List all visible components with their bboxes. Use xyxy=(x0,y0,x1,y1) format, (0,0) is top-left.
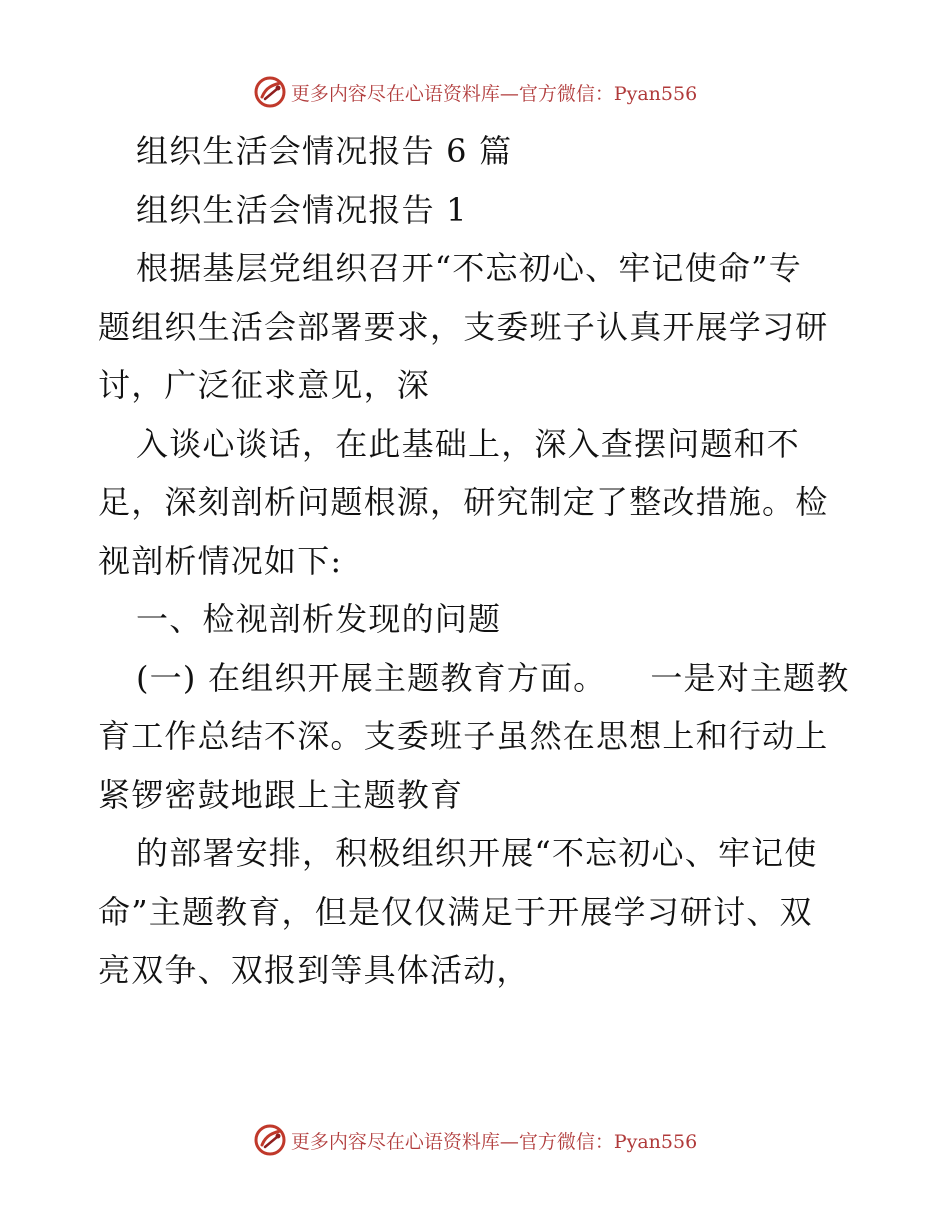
page-header xyxy=(0,72,950,112)
paragraph-line: 视剖析情况如下: xyxy=(98,541,343,580)
footer-banner xyxy=(253,1123,697,1157)
document-body xyxy=(98,122,858,1000)
paragraph-line: 紧锣密鼓地跟上主题教育 xyxy=(98,775,464,814)
paragraph-line: 题组织生活会部署要求，支委班子认真开展学习研 xyxy=(98,307,829,346)
document-title: 组织生活会情况报告 6 篇 xyxy=(136,132,513,170)
paragraph-line: 的部署安排，积极组织开展“不忘初心、牢记使 xyxy=(136,834,818,872)
paragraph-line: 足，深刻剖析问题根源，研究制定了整改措施。检 xyxy=(98,483,829,521)
paragraph-line: 根据基层党组织召开“不忘初心、牢记使命”专 xyxy=(136,249,802,287)
brush-logo-icon xyxy=(253,1123,287,1157)
footer-banner-text: 更多内容尽在心语资料库—官方微信：Pyan556 xyxy=(290,1130,698,1153)
paragraph-line: 入谈心谈话，在此基础上，深入查摆问题和不 xyxy=(136,424,801,463)
paragraph-line: 命”主题教育，但是仅仅满足于开展学习研讨、双 xyxy=(98,892,813,931)
paragraph-text: 一是对主题教 xyxy=(650,658,850,697)
subsection-label: (一) 在组织开展主题教育方面。 xyxy=(136,658,607,697)
header-banner-text: 更多内容尽在心语资料库—官方微信：Pyan556 xyxy=(290,82,698,105)
report-heading: 组织生活会情况报告 1 xyxy=(136,190,468,229)
brush-logo-icon xyxy=(253,75,287,109)
page-footer xyxy=(0,1120,950,1160)
paragraph-line: 亮双争、双报到等具体活动， xyxy=(98,951,530,989)
header-banner xyxy=(253,75,697,109)
paragraph-line: 育工作总结不深。支委班子虽然在思想上和行动上 xyxy=(98,717,829,755)
paragraph-line xyxy=(98,649,858,708)
section-heading: 一、检视剖析发现的问题 xyxy=(136,600,502,638)
paragraph-line: 讨，广泛征求意见，深 xyxy=(98,366,431,404)
